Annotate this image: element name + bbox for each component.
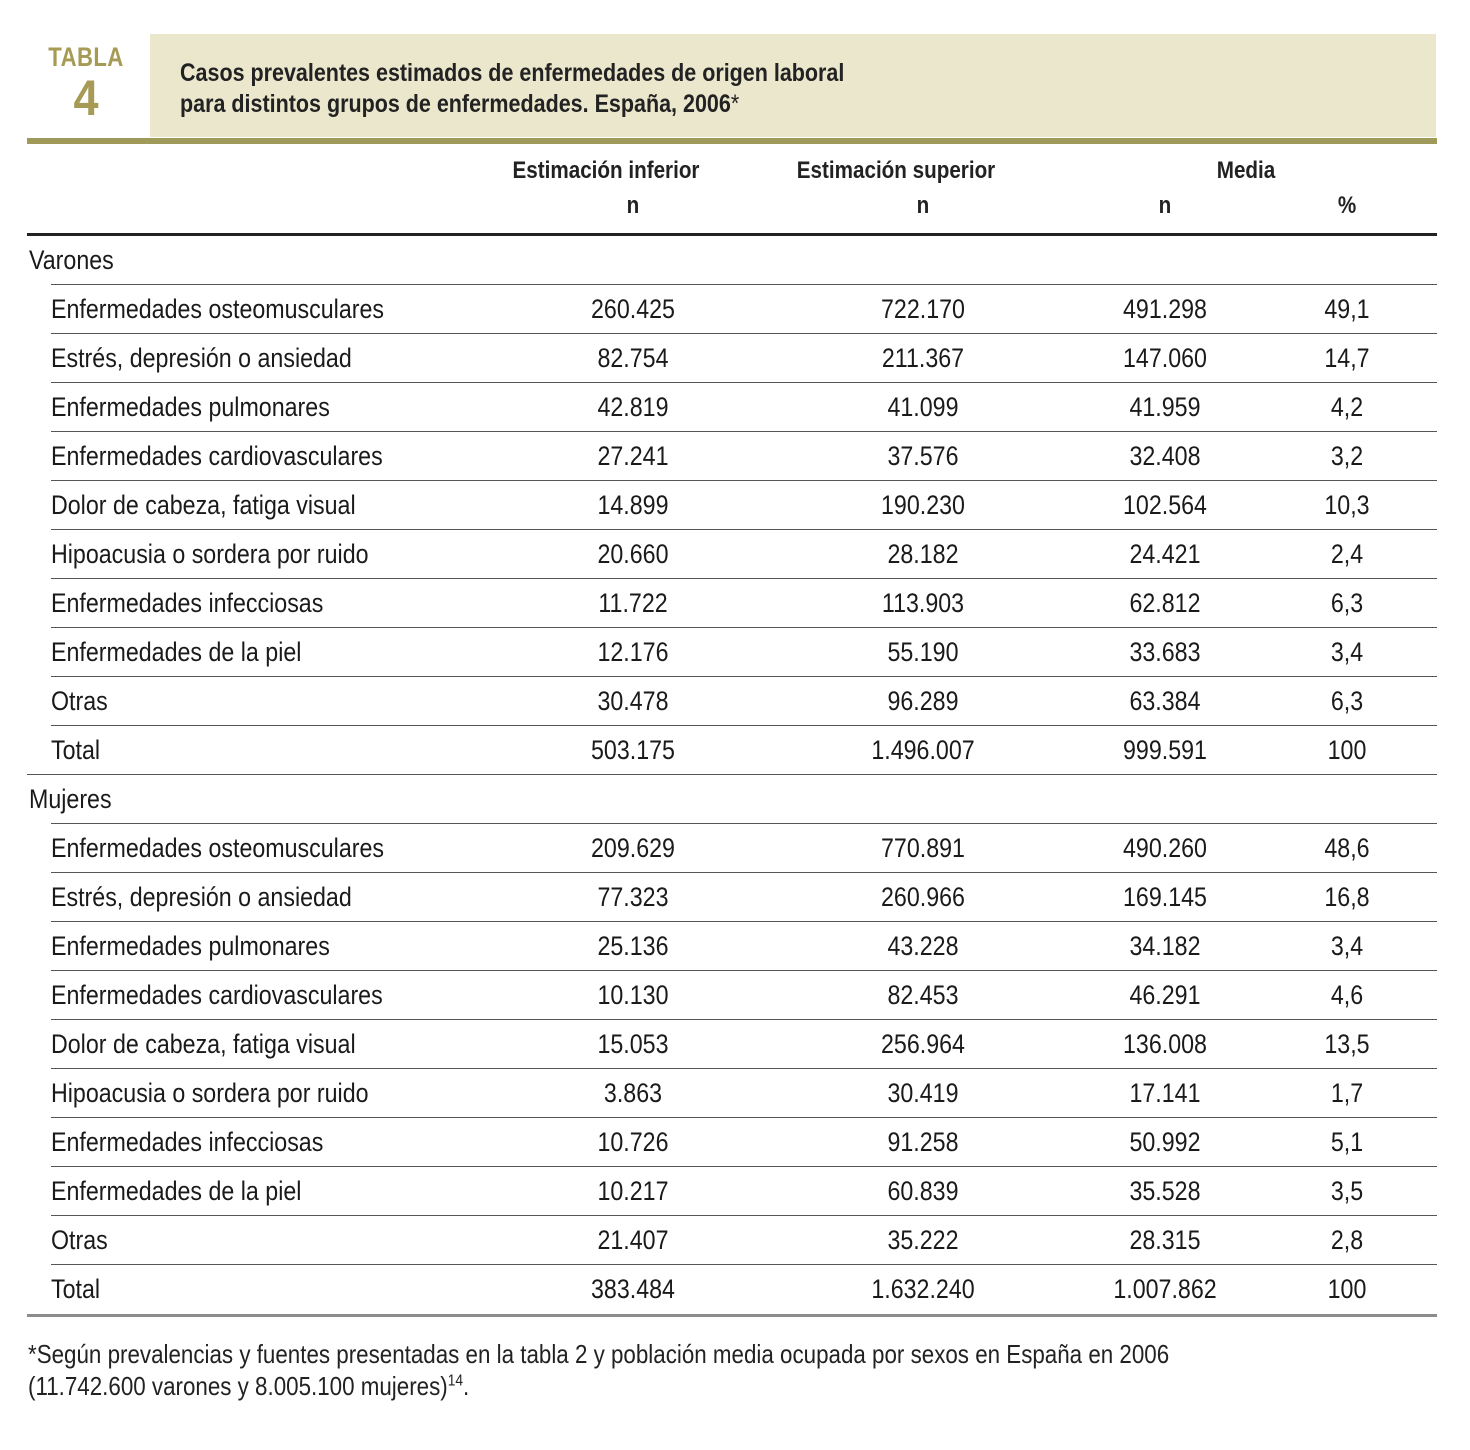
cell-estimacion-superior: 55.190: [887, 637, 959, 667]
table-row: [27, 628, 1437, 677]
table-tag-number: 4: [73, 70, 99, 126]
cell-estimacion-superior: 35.222: [887, 1225, 959, 1255]
cell-estimacion-inferior: 27.241: [597, 441, 669, 471]
row-label: Total: [51, 735, 101, 765]
cell-media-percent: 14,7: [1324, 343, 1370, 373]
cell-media-n: 491.298: [1123, 294, 1207, 324]
cell-estimacion-inferior: 20.660: [597, 539, 669, 569]
cell-estimacion-superior: 1.632.240: [871, 1274, 975, 1304]
row-label: Enfermedades osteomusculares: [51, 833, 384, 863]
cell-media-n: 24.421: [1129, 539, 1201, 569]
cell-estimacion-inferior: 3.863: [603, 1078, 663, 1108]
row-label: Enfermedades pulmonares: [51, 392, 330, 422]
cell-media-percent: 49,1: [1324, 294, 1370, 324]
row-label: Enfermedades cardiovasculares: [51, 980, 383, 1010]
row-label: Estrés, depresión o ansiedad: [51, 343, 352, 373]
cell-media-n: 1.007.862: [1113, 1274, 1217, 1304]
row-label: Enfermedades infecciosas: [51, 588, 324, 618]
header-estimacion-superior: Estimación superior: [796, 157, 996, 184]
cell-media-n: 169.145: [1123, 882, 1207, 912]
footnote-reference: 14: [447, 1372, 464, 1390]
cell-media-n: 490.260: [1123, 833, 1207, 863]
cell-media-percent: 4,2: [1330, 392, 1364, 422]
cell-estimacion-inferior: 10.217: [597, 1176, 669, 1206]
cell-estimacion-inferior: 12.176: [597, 637, 669, 667]
cell-estimacion-superior: 770.891: [881, 833, 965, 863]
row-label: Dolor de cabeza, fatiga visual: [51, 490, 356, 520]
table-row: [27, 530, 1437, 579]
table-row: [27, 726, 1437, 775]
row-label: Hipoacusia o sordera por ruido: [51, 539, 369, 569]
cell-estimacion-inferior: 77.323: [597, 882, 669, 912]
cell-estimacion-inferior: 260.425: [591, 294, 675, 324]
cell-media-n: 41.959: [1129, 392, 1201, 422]
cell-estimacion-superior: 260.966: [881, 882, 965, 912]
title-line-2-text: para distintos grupos de enfermedades. España, 2006: [180, 90, 731, 118]
cell-media-n: 62.812: [1129, 588, 1201, 618]
row-label: Enfermedades cardiovasculares: [51, 441, 383, 471]
table-row: [27, 579, 1437, 628]
cell-media-n: 35.528: [1129, 1176, 1201, 1206]
row-label: Total: [51, 1274, 101, 1304]
cell-estimacion-inferior: 30.478: [597, 686, 669, 716]
cell-media-percent: 100: [1327, 1274, 1367, 1304]
cell-media-percent: 2,4: [1330, 539, 1364, 569]
cell-media-percent: 13,5: [1324, 1029, 1370, 1059]
table-tag: [36, 42, 136, 124]
title-line-2: [180, 89, 844, 120]
cell-media-percent: 3,4: [1330, 931, 1364, 961]
cell-estimacion-superior: 60.839: [887, 1176, 959, 1206]
cell-estimacion-inferior: 82.754: [597, 343, 669, 373]
row-label: Enfermedades infecciosas: [51, 1127, 324, 1157]
group-label: Mujeres: [29, 784, 112, 814]
table-row: [27, 1118, 1437, 1167]
table-row: [27, 873, 1437, 922]
cell-media-percent: 3,5: [1330, 1176, 1364, 1206]
cell-media-n: 28.315: [1129, 1225, 1201, 1255]
row-label: Otras: [51, 1225, 108, 1255]
bottom-rule: [27, 1314, 1437, 1317]
group-label: Varones: [29, 245, 114, 275]
title-box: [150, 34, 1436, 137]
cell-media-n: 999.591: [1123, 735, 1207, 765]
table-row: [27, 334, 1437, 383]
table-row: [27, 922, 1437, 971]
cell-media-percent: 3,2: [1330, 441, 1364, 471]
row-label: Hipoacusia o sordera por ruido: [51, 1078, 369, 1108]
cell-estimacion-inferior: 42.819: [597, 392, 669, 422]
footnote-line-2-text: (11.742.600 varones y 8.005.100 mujeres): [28, 1371, 448, 1401]
group-row: [27, 775, 1437, 824]
table-row: [27, 824, 1437, 873]
table-row: [27, 383, 1437, 432]
cell-media-percent: 4,6: [1330, 980, 1364, 1010]
table-tag-word: TABLA: [48, 42, 124, 72]
cell-estimacion-superior: 82.453: [887, 980, 959, 1010]
cell-media-n: 50.992: [1129, 1127, 1201, 1157]
footnote-end: .: [463, 1371, 470, 1401]
cell-estimacion-superior: 96.289: [887, 686, 959, 716]
cell-estimacion-inferior: 10.130: [597, 980, 669, 1010]
cell-media-percent: 10,3: [1324, 490, 1370, 520]
cell-estimacion-superior: 37.576: [887, 441, 959, 471]
cell-media-percent: 16,8: [1324, 882, 1370, 912]
cell-media-percent: 100: [1327, 735, 1367, 765]
title-line-1: Casos prevalentes estimados de enfermedades de origen laboral: [180, 59, 845, 87]
row-label: Estrés, depresión o ansiedad: [51, 882, 352, 912]
cell-media-percent: 6,3: [1330, 588, 1364, 618]
cell-estimacion-inferior: 25.136: [597, 931, 669, 961]
cell-media-n: 33.683: [1129, 637, 1201, 667]
cell-estimacion-inferior: 209.629: [591, 833, 675, 863]
row-label: Enfermedades de la piel: [51, 637, 302, 667]
title-asterisk: *: [730, 90, 740, 118]
cell-media-percent: 3,4: [1330, 637, 1364, 667]
table-row: [27, 677, 1437, 726]
header-estimacion-inferior: Estimación inferior: [512, 157, 700, 184]
table-row: [27, 432, 1437, 481]
cell-estimacion-inferior: 10.726: [597, 1127, 669, 1157]
cell-media-n: 147.060: [1123, 343, 1207, 373]
cell-estimacion-inferior: 15.053: [597, 1029, 669, 1059]
table-row: [27, 1216, 1437, 1265]
table-row: [27, 1167, 1437, 1216]
cell-estimacion-superior: 28.182: [887, 539, 959, 569]
cell-media-n: 63.384: [1129, 686, 1201, 716]
header-sub-n-media: n: [1158, 192, 1172, 219]
row-label: Enfermedades de la piel: [51, 1176, 302, 1206]
cell-media-n: 17.141: [1129, 1078, 1201, 1108]
footnote-line-2: [28, 1370, 1169, 1402]
cell-media-percent: 48,6: [1324, 833, 1370, 863]
cell-media-n: 136.008: [1123, 1029, 1207, 1059]
table-row: [27, 971, 1437, 1020]
footnote-line-1: *Según prevalencias y fuentes presentadas en la tabla 2 y población media ocupada por sexos en España en 2006: [28, 1339, 1170, 1369]
cell-estimacion-superior: 113.903: [881, 588, 965, 618]
row-label: Dolor de cabeza, fatiga visual: [51, 1029, 356, 1059]
header-sub-percent: %: [1337, 192, 1357, 219]
cell-estimacion-superior: 1.496.007: [871, 735, 975, 765]
cell-estimacion-superior: 43.228: [887, 931, 959, 961]
cell-estimacion-superior: 41.099: [887, 392, 959, 422]
table-row: [27, 1265, 1437, 1314]
table-row: [27, 1020, 1437, 1069]
header-sub-n-inferior: n: [626, 192, 640, 219]
cell-estimacion-superior: 30.419: [887, 1078, 959, 1108]
group-row: [27, 236, 1437, 285]
cell-media-percent: 5,1: [1330, 1127, 1364, 1157]
cell-media-n: 34.182: [1129, 931, 1201, 961]
cell-estimacion-superior: 190.230: [881, 490, 965, 520]
cell-estimacion-inferior: 11.722: [598, 588, 668, 618]
row-label: Enfermedades pulmonares: [51, 931, 330, 961]
cell-estimacion-superior: 256.964: [881, 1029, 965, 1059]
cell-media-percent: 6,3: [1330, 686, 1364, 716]
header-media: Media: [1216, 157, 1276, 184]
cell-media-n: 32.408: [1129, 441, 1201, 471]
cell-media-n: 102.564: [1123, 490, 1207, 520]
cell-media-percent: 1,7: [1330, 1078, 1364, 1108]
cell-estimacion-superior: 722.170: [881, 294, 965, 324]
row-label: Otras: [51, 686, 108, 716]
cell-estimacion-inferior: 14.899: [597, 490, 669, 520]
table-row: [27, 481, 1437, 530]
table-title: [180, 58, 844, 120]
header-sub-n-superior: n: [916, 192, 930, 219]
cell-media-percent: 2,8: [1330, 1225, 1364, 1255]
cell-estimacion-inferior: 503.175: [591, 735, 675, 765]
cell-media-n: 46.291: [1129, 980, 1201, 1010]
top-rule: [27, 138, 1437, 144]
cell-estimacion-superior: 91.258: [887, 1127, 959, 1157]
footnote: [28, 1338, 1169, 1402]
cell-estimacion-inferior: 21.407: [597, 1225, 669, 1255]
cell-estimacion-inferior: 383.484: [591, 1274, 675, 1304]
table-row: [27, 1069, 1437, 1118]
cell-estimacion-superior: 211.367: [881, 343, 965, 373]
row-label: Enfermedades osteomusculares: [51, 294, 384, 324]
table-row: [27, 285, 1437, 334]
